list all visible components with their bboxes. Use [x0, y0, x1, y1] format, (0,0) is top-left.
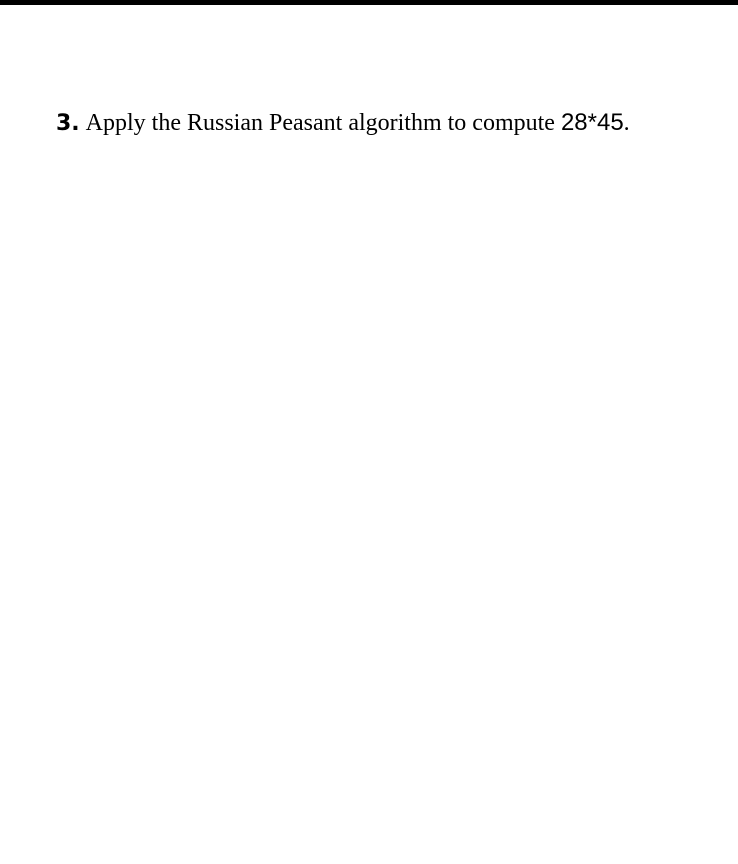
question-3 — [56, 107, 630, 142]
question-number: 3. — [56, 111, 80, 136]
question-expression: 28*45 — [560, 109, 624, 136]
question-text: Apply the Russian Peasant algorithm to compute — [85, 110, 555, 136]
top-border — [0, 0, 738, 5]
question-period: . — [623, 110, 630, 136]
